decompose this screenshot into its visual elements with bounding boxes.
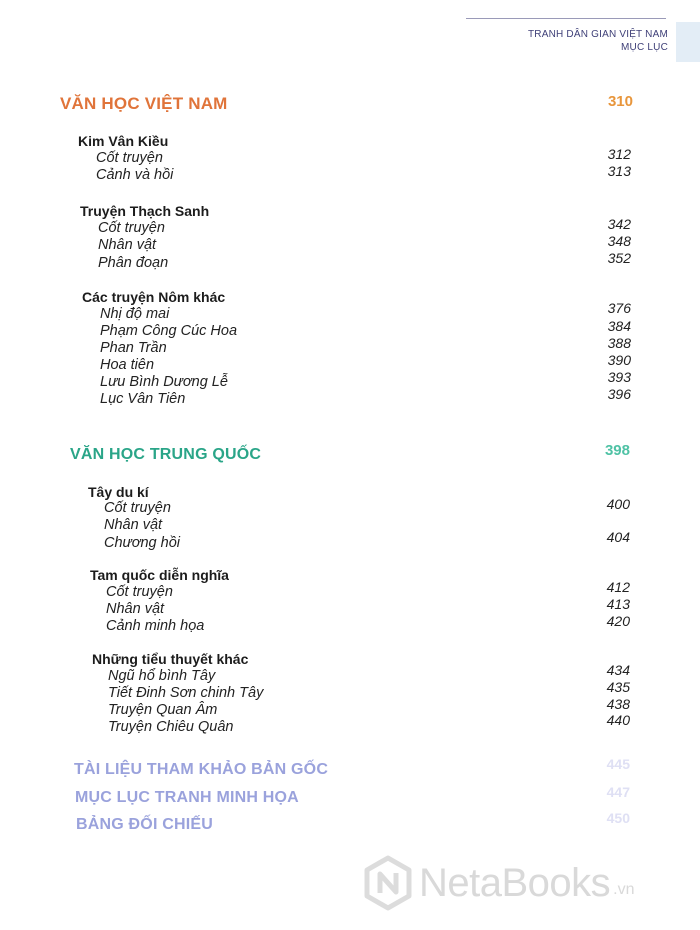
watermark [363,855,635,911]
toc-item-page: 400 [606,496,630,512]
toc-item: Nhân vật [98,237,157,253]
toc-item: Cảnh minh họa [106,618,205,634]
toc-item: Cốt truyện [106,584,173,600]
netabooks-logo-icon [363,855,413,911]
section-title-index: BẢNG ĐỐI CHIẾU [76,816,214,833]
toc-item: Cốt truyện [104,500,171,516]
section-page-china: 398 [604,442,630,459]
toc-item-page: 390 [607,352,631,368]
toc-item: Nhân vật [106,601,165,617]
running-header [528,28,668,54]
toc-item-page: 376 [607,300,631,316]
toc-item: Truyện Chiêu Quân [108,719,234,735]
toc-item-page: 438 [606,696,630,712]
toc-item: Phân đoạn [98,255,169,271]
toc-item-page: 388 [607,335,631,351]
group-title-tay-du-ki: Tây du kí [88,484,149,500]
toc-item: Cảnh và hồi [96,167,174,183]
group-title-tam-quoc: Tam quốc diễn nghĩa [90,567,229,583]
section-page-vietnam: 310 [607,93,633,110]
book-title: TRANH DÂN GIAN VIỆT NAM [528,29,668,40]
group-title-nom: Các truyện Nôm khác [82,289,226,305]
section-title-references: TÀI LIỆU THAM KHẢO BẢN GỐC [74,761,329,778]
toc-item-page: 434 [606,662,630,678]
group-title-thach-sanh: Truyện Thạch Sanh [80,203,210,219]
toc-item: Chương hồi [104,535,180,551]
toc-item: Cốt truyện [96,150,163,166]
section-page-illustrations: 447 [606,784,630,800]
toc-item-page: 404 [606,529,630,545]
toc-item-page: 412 [606,579,630,595]
toc-item: Truyện Quan Âm [108,702,218,718]
toc-item: Hoa tiên [100,357,155,373]
group-title-kieu: Kim Vân Kiều [78,133,169,149]
toc-item: Cốt truyện [98,220,165,236]
toc-item-page: 420 [606,613,630,629]
toc-item-page: 342 [607,216,631,232]
toc-item-page: 396 [607,386,631,402]
section-title-vietnam: VĂN HỌC VIỆT NAM [60,94,228,113]
section-title-illustrations: MỤC LỤC TRANH MINH HỌA [75,789,299,806]
toc-item: Nhân vật [104,517,163,533]
toc-item: Nhị độ mai [100,306,170,322]
toc-item: Lưu Bình Dương Lễ [100,374,228,390]
watermark-brand: NetaBooks [419,861,611,905]
toc-item-page: 413 [606,596,630,612]
group-title-tieu-thuyet: Những tiểu thuyết khác [92,651,249,667]
header-rule [466,18,666,19]
toc-item-page: 393 [607,369,631,385]
toc-item: Phan Trần [100,340,167,356]
section-page-index: 450 [606,810,630,826]
toc-item: Phạm Công Cúc Hoa [100,323,238,339]
corner-tab [676,22,700,62]
watermark-suffix: .vn [613,881,635,898]
toc-item: Lục Vân Tiên [100,391,186,407]
toc-item: Ngũ hổ bình Tây [108,668,216,684]
toc-item-page: 348 [607,233,631,249]
toc-item-page: 313 [607,163,631,179]
toc-item-page: 352 [607,250,631,266]
toc-item: Tiết Đinh Sơn chinh Tây [108,685,264,701]
page-heading: MỤC LỤC [621,42,668,53]
toc-item-page: 384 [607,318,631,334]
section-title-china: VĂN HỌC TRUNG QUỐC [70,446,262,463]
toc-item-page: 435 [606,679,630,695]
section-page-references: 445 [606,756,630,772]
toc-item-page: 440 [606,712,630,728]
toc-item-page: 312 [607,146,631,162]
